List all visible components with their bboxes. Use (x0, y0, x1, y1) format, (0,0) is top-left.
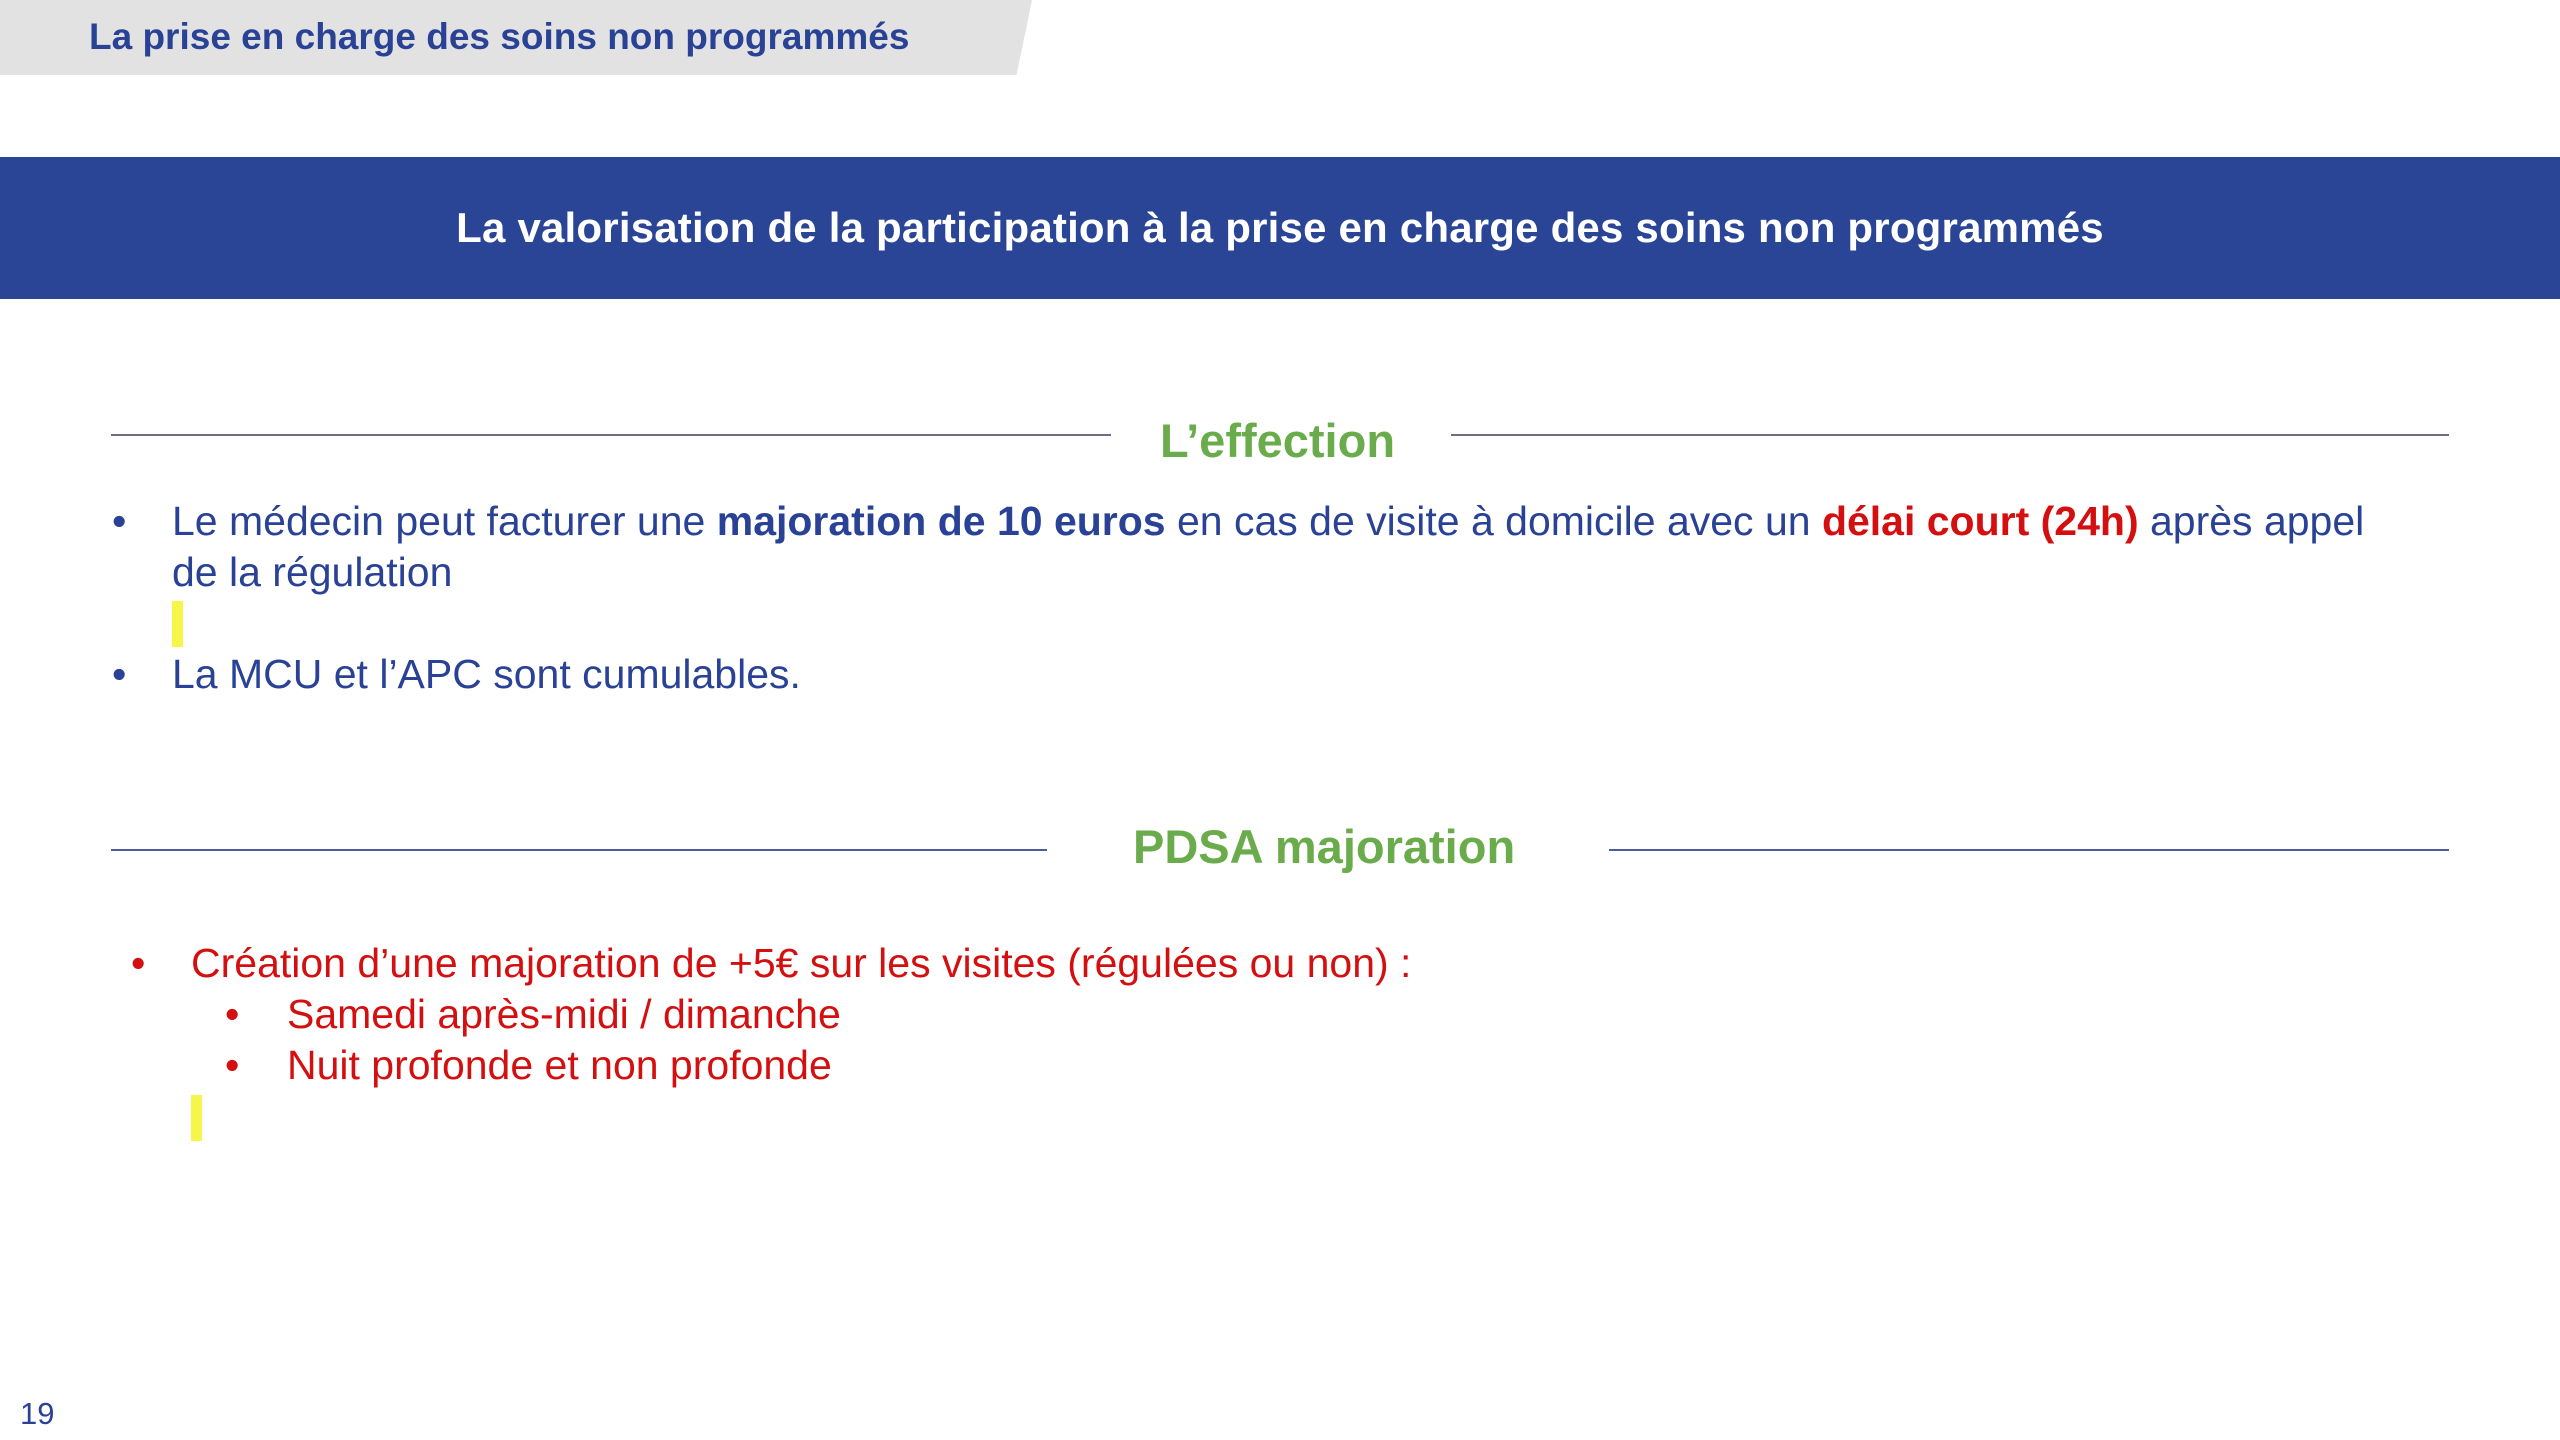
section2-left-rule (111, 849, 1047, 851)
sub-bullet-weekend (225, 989, 2287, 1040)
section1-bullets-2 (112, 649, 2472, 700)
bullet-emphasis-amount: majoration de 10 euros (716, 498, 1166, 544)
bullet-text-line2: de la régulation (172, 549, 453, 595)
banner-title: La valorisation de la participation à la prise en charge des soins non programmés (456, 204, 2104, 251)
bullet-text: Création d’une majoration de +5€ sur les visites (régulées ou non) : (191, 940, 1412, 986)
bullet-marker: • (112, 651, 127, 697)
bullet-marker: • (112, 498, 127, 544)
bullet-marker: • (225, 1042, 240, 1088)
bullet-marker: • (225, 991, 240, 1037)
bullet-text-part2: en cas de visite à domicile avec un (1165, 498, 1822, 544)
section1-right-rule (1451, 434, 2449, 436)
section2-right-rule (1609, 849, 2449, 851)
section1-bullets (112, 496, 2472, 598)
section2-heading: PDSA majoration (1133, 820, 1516, 873)
section2-bullets (131, 938, 2391, 989)
bullet-text-part3: après appel (2138, 498, 2365, 544)
bullet-cumulables (112, 649, 2472, 700)
sub-bullet-night (225, 1040, 2287, 1091)
bullet-creation-majoration (131, 938, 2391, 989)
bullet-text: Samedi après-midi / dimanche (287, 991, 841, 1037)
highlight-mark (172, 601, 183, 647)
bullet-majoration (112, 496, 2472, 598)
highlight-mark (191, 1095, 202, 1141)
title-banner (0, 157, 2560, 299)
bullet-text: Nuit profonde et non profonde (287, 1042, 832, 1088)
section2-sub-bullets (225, 989, 2287, 1091)
bullet-text: La MCU et l’APC sont cumulables. (172, 651, 801, 697)
section1-heading: L’effection (1160, 414, 1396, 467)
bullet-emphasis-delay: délai court (24h) (1821, 498, 2139, 544)
bullet-marker: • (131, 940, 146, 986)
page-number: 19 (20, 1396, 55, 1431)
bullet-text-part1: Le médecin peut facturer une (172, 498, 717, 544)
section1-left-rule (111, 434, 1111, 436)
section-title: La prise en charge des soins non programmés (89, 16, 910, 57)
